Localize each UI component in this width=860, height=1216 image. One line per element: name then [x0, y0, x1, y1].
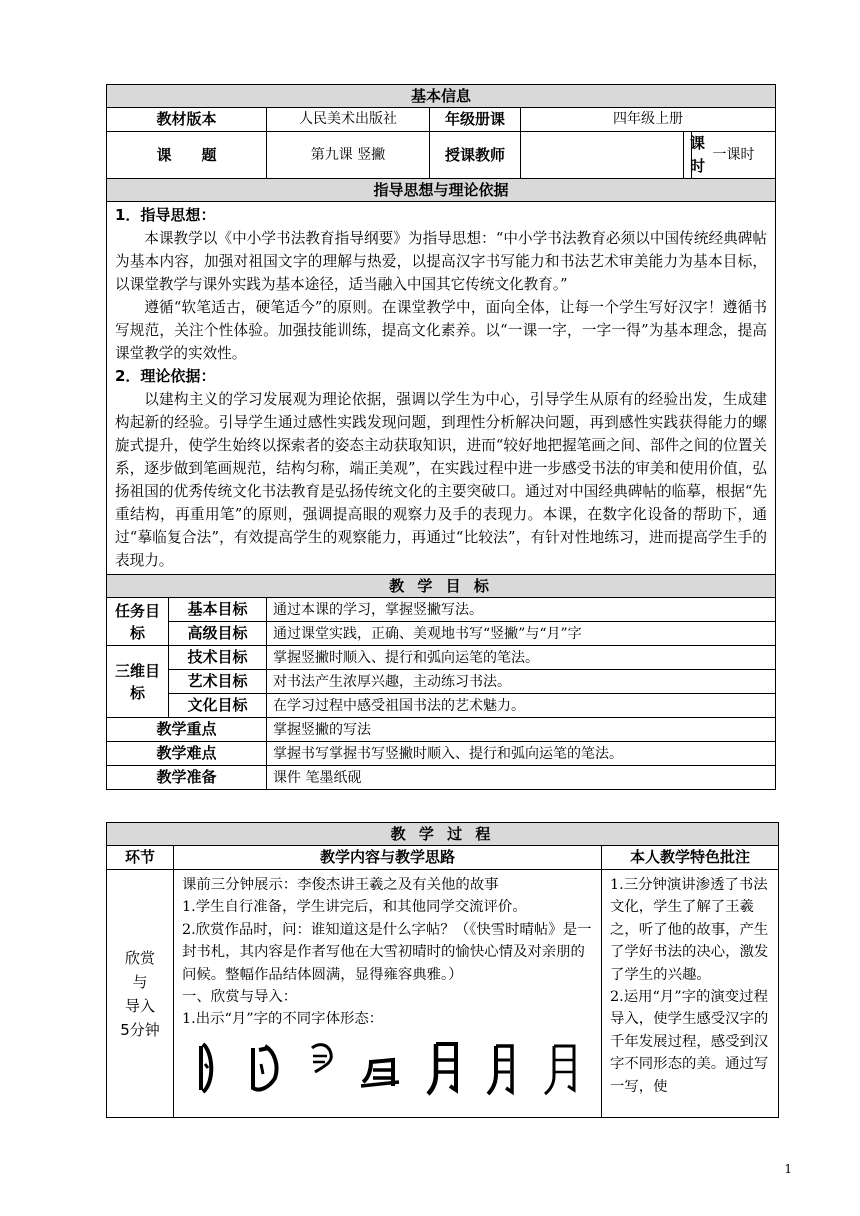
yue-bronze-glyph [245, 1038, 285, 1098]
culture-goal-value: 在学习过程中感受祖国书法的艺术魅力。 [267, 694, 776, 718]
art-goal-label: 艺术目标 [169, 670, 267, 694]
process-header: 教 学 过 程 [107, 823, 779, 846]
task-goals-label: 任务目标 [107, 598, 169, 646]
note-item: 2.运用“月”字的演变过程导入，使学生感受汉字的千年发展过程，感受到汉字不同形态的美。通过写一写，使 [610, 989, 769, 1095]
notes-cell [602, 870, 779, 1118]
stage-line-2: 与 [132, 972, 148, 991]
tech-goal-label: 技术目标 [169, 646, 267, 670]
difficulty-value: 掌握书写掌握书写竖撇时顺入、提行和弧向运笔的笔法。 [267, 742, 776, 766]
content-cell [174, 870, 602, 1118]
preparation-value: 课件 笔墨纸砚 [267, 766, 776, 790]
three-dim-goals-label: 三维目标 [107, 646, 169, 718]
difficulty-label: 教学难点 [107, 742, 267, 766]
content-line: 1.学生自行准备，学生讲完后，和其他同学交流评价。 [182, 899, 527, 916]
yue-clerical-glyph [359, 1038, 403, 1098]
lesson-plan-table [106, 84, 776, 790]
stage-line-1: 欣赏 [124, 948, 155, 967]
teaching-process-table [106, 822, 779, 1118]
col-stage-header: 环节 [107, 846, 174, 870]
guiding-idea-paragraph-1: 本课教学以《中小学书法教育指导纲要》为指导思想：“中小学书法教育必须以中国传统经典碑帖为基本内容，加强对祖国文字的理解与热爱，以提高汉字书写能力和书法艺术审美能力为基本目标，以课堂教学与课外实践为基本途径，适当融入中国其它传统文化教育。” [115, 230, 768, 293]
yue-running-glyph [426, 1038, 462, 1098]
textbook-label: 教材版本 [107, 108, 267, 132]
grade-label: 年级册课 [430, 108, 521, 132]
theory-body [107, 202, 776, 575]
period-label: 课时 [684, 132, 692, 179]
basic-goal-label: 基本目标 [169, 598, 267, 622]
key-point-value: 掌握竖撇的写法 [267, 718, 776, 742]
content-line: 1.出示“月”字的不同字体形态： [182, 1011, 384, 1028]
teacher-value [521, 132, 684, 179]
content-line: 2.欣赏作品时，问：谁知道这是什么字帖？（《快雪时晴帖》是一封书札，其内容是作者写他在大雪初晴时的愉快心情及对亲朋的问候。整幅作品结体圆满，显得雍容典雅。） [182, 921, 592, 983]
yue-oracle-glyph [193, 1038, 223, 1098]
yue-seal-glyph [307, 1038, 337, 1098]
preparation-label: 教学准备 [107, 766, 267, 790]
teacher-label: 授课教师 [430, 132, 521, 179]
content-line: 课前三分钟展示：李俊杰讲王羲之及有关他的故事 [182, 877, 499, 893]
note-item: 1.三分钟演讲渗透了书法文化，学生了解了王羲之，听了他的故事，产生了学好书法的决心，激发了学生的兴趣。 [610, 877, 769, 983]
topic-value: 第九课 竖撇 [267, 132, 430, 179]
theory-basis-paragraph: 以建构主义的学习发展观为理论依据，强调以学生为中心，引导学生从原有的经验出发，生成建构起新的经验。引导学生通过感性实践发现问题，到理性分析解决问题，再到感性实践获得能力的螺旋式提升，使学生始终以探索者的姿态主动获取知识，进而“较好地把握笔画之间、部件之间的位置关系，逐步做到笔画规范，结构匀称，端正美观”，在实践过程中进一步感受书法的审美和使用价值，弘扬祖国的优秀传统文化书法教育是弘扬传统文化的主要突破口。通过对中国经典碑帖的临摹，根据“先重结构，再重用笔”的原则，强调提高眼的观察力及手的表现力。本课，在数字化设备的帮助下，通过“摹临复合法”，有效提高学生的观察能力，再通过“比较法”，有针对性地练习，进而提高学生手的表现力。 [115, 391, 768, 569]
art-goal-value: 对书法产生浓厚兴趣，主动练习书法。 [267, 670, 776, 694]
yue-regular-glyph [542, 1038, 582, 1098]
culture-goal-label: 文化目标 [169, 694, 267, 718]
basic-goal-value: 通过本课的学习，掌握竖撇写法。 [267, 598, 776, 622]
theory-header: 指导思想与理论依据 [107, 179, 776, 202]
stage-line-3: 导入 [124, 996, 155, 1015]
key-point-label: 教学重点 [107, 718, 267, 742]
stage-cell [107, 870, 174, 1118]
tech-goal-value: 掌握竖撇时顺入、提行和弧向运笔的笔法。 [267, 646, 776, 670]
theory-basis-heading: 2．理论依据： [115, 367, 216, 385]
yue-cursive-glyph [484, 1038, 520, 1098]
advanced-goal-label: 高级目标 [169, 622, 267, 646]
stage-line-4: 5分钟 [120, 1020, 160, 1039]
content-line: 一、欣赏与导入： [182, 989, 298, 1006]
advanced-goal-value: 通过课堂实践，正确、美观地书写“竖撇”与“月”字 [267, 622, 776, 646]
page-number: 1 [784, 1162, 792, 1176]
period-value: 一课时 [692, 132, 776, 179]
col-content-header: 教学内容与教学思路 [174, 846, 602, 870]
goals-header: 教 学 目 标 [107, 575, 776, 598]
yue-character-forms [182, 1035, 593, 1101]
basic-info-header: 基本信息 [107, 85, 776, 108]
guiding-idea-heading: 1．指导思想： [115, 206, 216, 224]
topic-label: 课 题 [107, 132, 267, 179]
col-notes-header: 本人教学特色批注 [602, 846, 779, 870]
grade-value: 四年级上册 [521, 108, 776, 132]
guiding-idea-paragraph-2: 遵循“软笔适古，硬笔适今”的原则。在课堂教学中，面向全体，让每一个学生写好汉字！遵循书写规范，关注个性体验。加强技能训练，提高文化素养。以“一课一字，一字一得”为基本理念，提高课堂教学的实效性。 [115, 299, 768, 362]
textbook-value: 人民美术出版社 [267, 108, 430, 132]
